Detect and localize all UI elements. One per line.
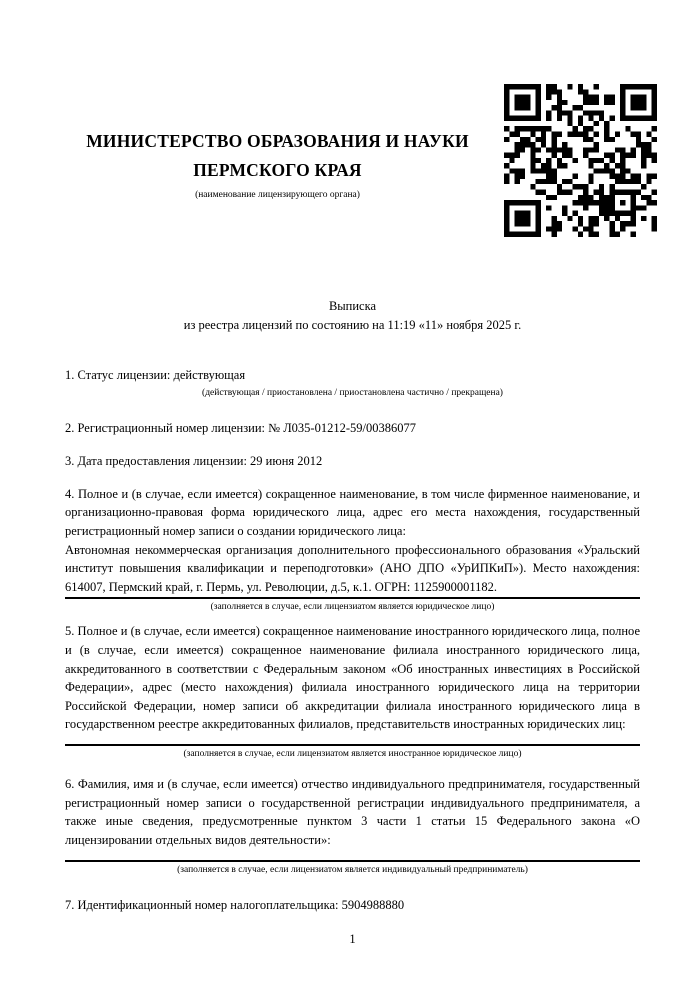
license-status-text: 1. Статус лицензии: действующая [65, 368, 246, 382]
grant-date-text: 3. Дата предоставления лицензии: 29 июня 2012 [65, 454, 323, 469]
item-taxpayer-number [65, 896, 640, 915]
ministry-name [65, 127, 490, 185]
ministry-name-line2: ПЕРМСКОГО КРАЯ [193, 160, 362, 180]
individual-entrepreneur-fill-line [65, 860, 640, 862]
legal-entity-value: Автономная некоммерческая организация дополнительного профессионального образования «Уральский институт повышения квалификации и переподготовки» (АНО ДПО «УрИПКиП»). Место нахождения: 614007, Пермский край, г. Пермь, ул. Революции, д.5, к.1. ОГРН: 1125900001182. [65, 542, 640, 594]
foreign-entity-caption: (заполняется в случае, если лицензиатом является иностранное юридическое лицо) [183, 748, 522, 759]
ministry-caption: (наименование лицензирующего органа) [195, 190, 360, 200]
document-title-line2: из реестра лицензий по состоянию на 11:19 «11» ноября 2025 г. [183, 318, 522, 332]
ministry-header [65, 127, 490, 202]
license-status-caption: (действующая / приостановлена / приостановлена частично / прекращена) [202, 387, 503, 398]
ministry-name-line1: МИНИСТЕРСТВО ОБРАЗОВАНИЯ И НАУКИ [86, 131, 469, 151]
foreign-entity-label: 5. Полное и (в случае, если имеется) сокращенное наименование иностранного юридического лица, полное и (в случае, если имеется) сокращенное наименование филиала иностранного юридического лица, аккредитованного в соответствии с Федеральным законом «Об иностранных инвестициях в Российской Федерации», адрес (место нахождения) филиала иностранного юридического лица на территории Российской Федерации, номер записи об аккредитации филиала иностранного юридического лица в государственном реестре аккредитованных филиалов, представительств иностранных юридических лиц: [65, 624, 640, 732]
qr-code-icon [504, 84, 657, 237]
item-grant-date [65, 452, 640, 471]
item-individual-entrepreneur [65, 775, 640, 877]
page-number: 1 [349, 931, 356, 946]
legal-entity-label: 4. Полное и (в случае, если имеется) сокращенное наименование, в том числе фирменное наименование, и организационно-правовая форма юридического лица, адрес его места нахождения, государственный регистрационный номер записи о создании юридического лица: [65, 486, 640, 538]
individual-entrepreneur-label: 6. Фамилия, имя и (в случае, если имеется) отчество индивидуального предпринимателя, государственный регистрационный номер записи о государственной регистрации индивидуального предпринимателя, а также иные сведения, предусмотренные пунктом 3 части 1 статьи 15 Федерального закона «О лицензировании отдельных видов деятельности»: [65, 776, 640, 847]
item-foreign-entity [65, 622, 640, 761]
legal-entity-fill-line [65, 597, 640, 599]
item-license-status [65, 366, 640, 400]
document-title [65, 297, 640, 335]
item-legal-entity [65, 485, 640, 615]
taxpayer-number-text: 7. Идентификационный номер налогоплательщика: 5904988880 [65, 898, 405, 913]
legal-entity-caption: (заполняется в случае, если лицензиатом является юридическое лицо) [210, 602, 495, 613]
foreign-entity-fill-line [65, 744, 640, 746]
document-title-line1: Выписка [328, 299, 377, 313]
registration-number-text: 2. Регистрационный номер лицензии: № Л035-01212-59/00386077 [65, 420, 416, 435]
individual-entrepreneur-caption: (заполняется в случае, если лицензиатом является индивидуальный предприниматель) [177, 865, 528, 876]
item-registration-number [65, 419, 640, 438]
